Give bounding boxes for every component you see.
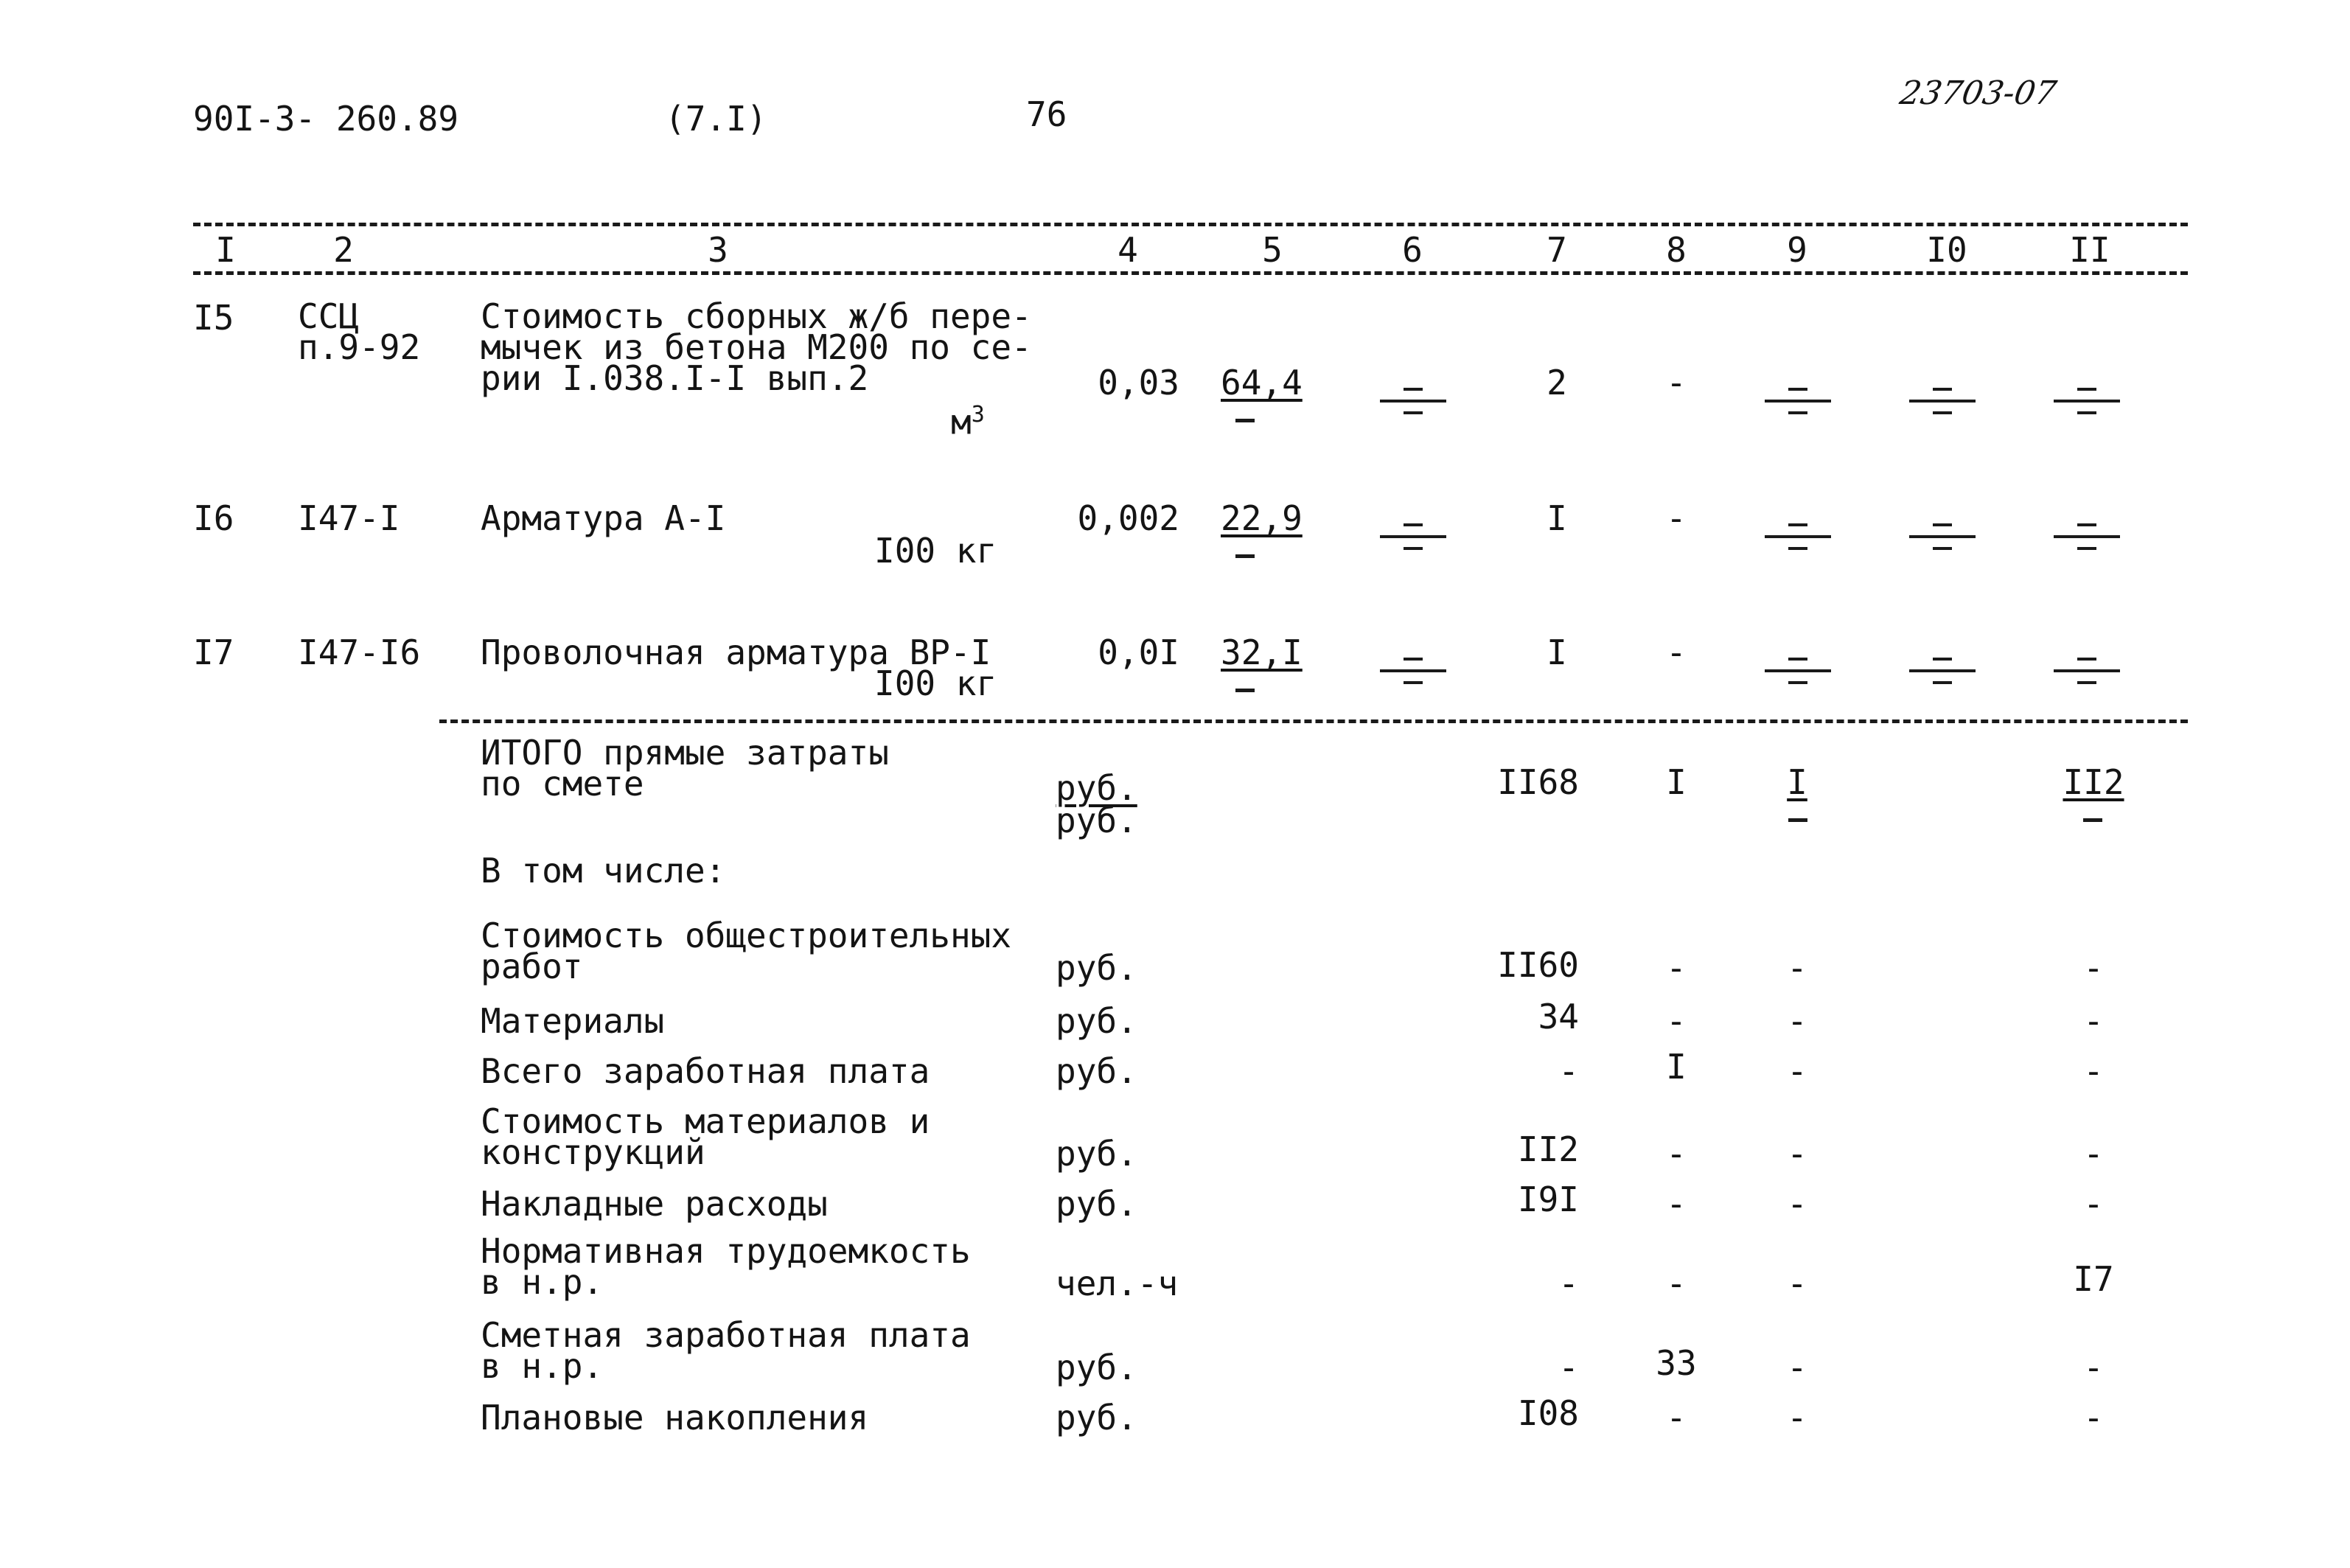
empty-fraction-mark [1765, 379, 1831, 423]
breakdown-unit: руб. [1056, 1001, 1137, 1041]
total-label-line: ИТОГО прямые затраты [481, 733, 889, 773]
total-col9-value: I [1787, 762, 1807, 802]
empty-fraction-mark [2054, 649, 2120, 693]
empty-fraction-mark [1909, 379, 1976, 423]
col-header-3: 3 [708, 230, 728, 270]
breakdown-col11-value: - [2083, 1051, 2104, 1091]
dash-mark [1235, 419, 1255, 422]
row-number: I5 [193, 298, 234, 338]
breakdown-col9-value: - [1787, 1001, 1807, 1041]
col-header-9: 9 [1787, 230, 1807, 270]
breakdown-col11-value: - [2083, 948, 2104, 988]
breakdown-label-line: Материалы [481, 1001, 665, 1041]
including-label: В том числе: [481, 851, 726, 891]
row-number: I6 [193, 498, 234, 538]
breakdown-col9-value: - [1787, 948, 1807, 988]
row-unit: $м^3$ [951, 402, 985, 442]
breakdown-col7-value: - [1558, 1051, 1579, 1091]
empty-fraction-mark [1909, 515, 1976, 559]
breakdown-col11-value: I7 [2073, 1259, 2114, 1299]
col-header-2: 2 [333, 230, 354, 270]
empty-fraction-mark [1380, 379, 1446, 423]
breakdown-col11-value: - [2083, 1348, 2104, 1387]
col-header-7: 7 [1547, 230, 1567, 270]
row-col8-value: - [1666, 633, 1687, 672]
table-top-rule [193, 223, 2188, 226]
breakdown-col7-value: I9I [1517, 1180, 1579, 1219]
col-header-1: I [215, 230, 236, 270]
row-col7-value: I [1547, 498, 1567, 538]
col-header-4: 4 [1118, 230, 1138, 270]
breakdown-unit: руб. [1056, 1051, 1137, 1091]
breakdown-label-line: Всего заработная плата [481, 1051, 930, 1091]
breakdown-col7-value: 34 [1538, 997, 1579, 1036]
row-number: I7 [193, 633, 234, 672]
dash-mark [1235, 554, 1255, 558]
breakdown-unit: руб. [1056, 1398, 1137, 1438]
breakdown-label-line: Нормативная трудоемкость [481, 1231, 971, 1271]
col-header-5: 5 [1262, 230, 1283, 270]
breakdown-col9-value: - [1787, 1398, 1807, 1438]
breakdown-col11-value: - [2083, 1398, 2104, 1438]
table-header-rule [193, 271, 2188, 275]
breakdown-unit: руб. [1056, 1348, 1137, 1387]
row-description-line: рии I.038.I-I вып.2 [481, 358, 869, 398]
row-quantity: 0,0I [1098, 633, 1179, 672]
row-col7-value: 2 [1547, 363, 1567, 403]
row-unit: I00 кг [874, 663, 997, 703]
subtotal-rule [439, 719, 2188, 723]
breakdown-col7-value: - [1558, 1264, 1579, 1303]
breakdown-col8-value: - [1666, 948, 1687, 988]
breakdown-col9-value: - [1787, 1348, 1807, 1387]
row-description-line: Стоимость сборных ж/б пере- [481, 296, 1032, 336]
breakdown-col9-value: - [1787, 1051, 1807, 1091]
breakdown-col11-value: - [2083, 1134, 2104, 1174]
breakdown-col8-value: I [1666, 1047, 1687, 1087]
col-header-8: 8 [1666, 230, 1687, 270]
total-unit-top: руб. [1056, 768, 1137, 808]
empty-fraction-mark [1909, 649, 1976, 693]
row-code-line: п.9-92 [298, 327, 421, 367]
breakdown-col7-value: II2 [1517, 1129, 1579, 1169]
breakdown-label-line: Накладные расходы [481, 1184, 828, 1224]
total-col7-value: II68 [1497, 762, 1579, 802]
inventory-stamp: 23703-07 [1897, 74, 2060, 112]
page-number: 76 [1026, 94, 1067, 134]
dash-mark [1788, 818, 1807, 822]
breakdown-label-line: в н.р. [481, 1346, 604, 1386]
dash-mark [2083, 818, 2102, 822]
empty-fraction-mark [1380, 515, 1446, 559]
breakdown-col8-value: 33 [1656, 1343, 1697, 1383]
breakdown-unit: руб. [1056, 1134, 1137, 1174]
breakdown-col9-value: - [1787, 1184, 1807, 1224]
col-header-11: II [2069, 230, 2110, 270]
breakdown-col9-value: - [1787, 1134, 1807, 1174]
breakdown-col7-value: II60 [1497, 945, 1579, 985]
empty-fraction-mark [1765, 649, 1831, 693]
row-col8-value: - [1666, 363, 1687, 403]
row-code-line: ССЦ [298, 296, 360, 336]
row-col8-value: - [1666, 498, 1687, 538]
breakdown-label-line: Сметная заработная плата [481, 1315, 971, 1355]
total-col11-value: II2 [2063, 762, 2124, 802]
breakdown-col7-value: - [1558, 1348, 1579, 1387]
row-unit: I00 кг [874, 531, 997, 571]
empty-fraction-mark [2054, 515, 2120, 559]
breakdown-col11-value: - [2083, 1001, 2104, 1041]
row-code-line: I47-I6 [298, 633, 421, 672]
empty-fraction-mark [1765, 515, 1831, 559]
total-label-line: по смете [481, 764, 644, 804]
breakdown-label-line: работ [481, 947, 583, 986]
breakdown-unit: чел.-ч [1056, 1264, 1179, 1303]
col-header-6: 6 [1402, 230, 1423, 270]
breakdown-label-line: Стоимость общестроительных [481, 916, 1012, 955]
breakdown-col8-value: - [1666, 1184, 1687, 1224]
col-header-10: I0 [1926, 230, 1967, 270]
breakdown-unit: руб. [1056, 1184, 1137, 1224]
breakdown-label-line: конструкций [481, 1132, 705, 1172]
empty-fraction-mark [1380, 649, 1446, 693]
document-code: 90I-3- 260.89 [193, 99, 459, 139]
row-unit-price: 32,I [1221, 633, 1303, 672]
row-description-line: мычек из бетона М200 по се- [481, 327, 1032, 367]
row-code-line: I47-I [298, 498, 400, 538]
row-unit-price: 22,9 [1221, 498, 1303, 538]
breakdown-unit: руб. [1056, 948, 1137, 988]
row-unit-price: 64,4 [1221, 363, 1303, 403]
row-quantity: 0,002 [1077, 498, 1179, 538]
breakdown-col8-value: - [1666, 1134, 1687, 1174]
breakdown-label-line: Плановые накопления [481, 1398, 869, 1438]
breakdown-col8-value: - [1666, 1001, 1687, 1041]
breakdown-col8-value: - [1666, 1264, 1687, 1303]
breakdown-col8-value: - [1666, 1398, 1687, 1438]
row-quantity: 0,03 [1098, 363, 1179, 403]
breakdown-col7-value: I08 [1517, 1393, 1579, 1433]
empty-fraction-mark [2054, 379, 2120, 423]
row-description-line: Проволочная арматура ВР-I [481, 633, 991, 672]
total-col8-value: I [1666, 762, 1687, 802]
breakdown-col11-value: - [2083, 1184, 2104, 1224]
breakdown-label-line: Стоимость материалов и [481, 1101, 930, 1141]
section-number: (7.I) [665, 99, 767, 139]
breakdown-col9-value: - [1787, 1264, 1807, 1303]
total-unit-bottom: руб. [1056, 801, 1137, 840]
row-col7-value: I [1547, 633, 1567, 672]
dash-mark [1235, 689, 1255, 692]
breakdown-label-line: в н.р. [481, 1262, 604, 1302]
row-description-line: Арматура А-I [481, 498, 726, 538]
